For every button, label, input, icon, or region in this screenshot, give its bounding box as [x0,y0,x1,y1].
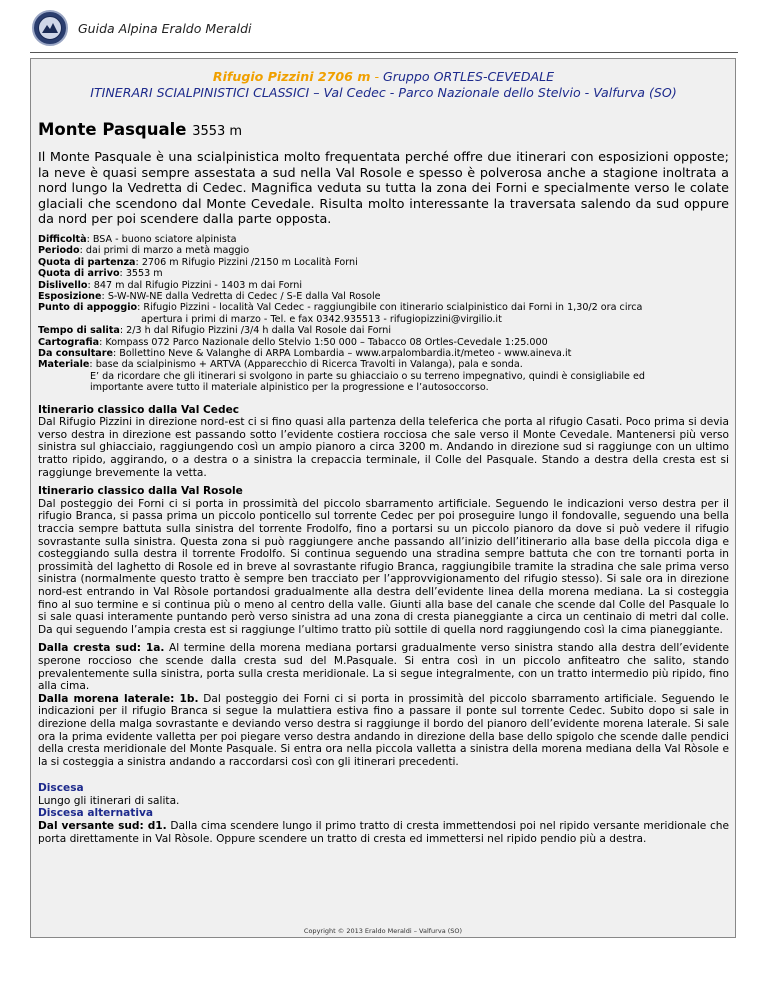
spec-materiale-cont2: importante avere tutto il materiale alpinistico per la progressione e l’autosoccorso. [90,382,489,394]
refuge-separator: - [370,69,384,84]
refuge-line [38,69,729,85]
spec-materiale: Materiale: base da scialpinismo + ARTVA (Apparecchio di Ricerca Travolti in Valanga), pala e sonda. [38,359,523,371]
variant-1b: Dalla morena laterale: 1b. Dal posteggio dei Forni ci si porta in prossimità del piccolo sbarramento artificiale. Seguendo le indicazioni per il rifugio Branca si segue la mulattiera estiva fino a passare il ponte sul torrente Cedec. Subito dopo si sale in direzione della malga sovrastante e deviando verso destra si raggiunge il bordo del pianoro dell’evidente morena laterale. Si sale ora la prima evidente valletta per poi piegare verso destra andando in direzione della base dello spigolo che scende dalle pendici della cresta meridionale del Monte Pasquale. Si entra ora nella piccola valletta a sinistra della morena mediana della Val Ròsole e la si costeggia a sinistra andando a raccordarsi così con gli itinerari precedenti. [38,692,729,768]
refuge-name: Rifugio Pizzini 2706 m [212,69,371,84]
spec-appoggio: Punto di appoggio: Rifugio Pizzini - località Val Cedec - raggiungibile con itinerario scialpinistico dai Forni in 1,30/2 ora circa [38,302,643,314]
copyright: Copyright © 2013 Eraldo Meraldi – Valfurva (SO) [303,927,463,935]
spec-materiale-cont: E’ da ricordare che gli itinerari si svolgono in parte su ghiacciaio o su terreno impegnativo, quindi è consigliabile ed [90,370,645,382]
discesa-heading: Discesa [38,782,84,795]
cedec-text: Dal Rifugio Pizzini in direzione nord-est ci si fino quasi alla partenza della teleferica che porta al rifugio Casati. Poco prima si devia verso destra in direzione est passando sotto l’evidente costiera rocciosa che sale verso il Monte Cevedale. Mantenersi più verso sinistra sul ghiacciaio, raggiungendo così un ampio pianoro a circa 3200 m. Andando in direzione sud si raggiunge con un ultimo tratto ripido, aggirando, o a destra o a sinistra la crepaccia terminale, il Colle del Pasquale. Stando a destra della cresta est si raggiunge brevemente la vetta. [38,416,729,479]
discesa-alt-heading: Discesa alternativa [38,807,154,820]
rosole-text: Dal posteggio dei Forni ci si porta in prossimità del piccolo sbarramento artificiale. Seguendo le indicazioni verso destra per il rifugio Branca, si passa prima un piccolo ponticello sul torrente Cedec per poi proseguire lungo il fondovalle, seguendo una bella traccia sempre battuta sulla sinistra del torrente Frodolfo, fino a portarsi su un piccolo pianoro da dove si può vedere il rifugio sovrastante sulla sinistra. Questa zona si può raggiungere anche passando all’inizio dell’itinerario alla base della piccola diga e costeggiando sulla destra il torrente Frodolfo. Si continua seguendo una stradina sempre battuta che con tre tornanti porta in prossimità del laghetto di Rosole ed in breve al sovrastante rifugio Branca, raggiungibile tramite la stradina che sale prima verso sinistra (normalmente questo tratto è sempre ben tracciato per l’approvvigionamento del rifugio stesso). Si sale ora in direzione nord-est entrando in Val Ròsole portandosi gradualmente alla destra dell’evidente linea della morena mediana. La si costeggia fino al suo termine e si continua più o meno al centro della valle. Giunti alla base del canale che scende dal Colle del Pasquale lo si sale quasi interamente puntando però verso sinistra ad una zona di cresta pianeggiante a circa un centinaio di metri dal colle. Da qui seguendo l’ampia cresta est si raggiunge l’ultimo tratto più sottile di quella nord raggiungendo così la cima pianeggiante. [38,497,729,636]
spec-dislivello: Dislivello: 847 m dal Rifugio Pizzini - 1403 m dai Forni [38,279,303,291]
header-divider [30,52,738,53]
spec-consultare: Da consultare: Bollettino Neve & Valanghe di ARPA Lombardia – www.arpalombardia.it/meteo - www.aineva.it [38,348,572,360]
rosole-heading: Itinerario classico dalla Val Rosole [38,485,243,498]
group-name: Gruppo ORTLES-CEVEDALE [383,69,555,84]
cedec-heading: Itinerario classico dalla Val Cedec [38,403,240,416]
intro-paragraph: Il Monte Pasquale è una scialpinistica molto frequentata perché offre due itinerari con esposizioni opposte; la neve è quasi sempre assestata a sud nella Val Rosole e spesso è polverosa anche a stagione inoltrata a nord lungo la Vedretta di Cedec. Magnifica veduta su tutta la zona dei Forni e specialmente verso le colate glaciali che scendono dal Monte Cevedale. Risulta molto interessante la traversata salendo da sud oppure da nord per poi scendere dalla parte opposta. [38,150,729,228]
variant-1a: Dalla cresta sud: 1a. Al termine della morena mediana portarsi gradualmente verso sinistra stando alla destra dell’evidente sperone roccioso che scende dalla cresta sud del M.Pasquale. Si entra così in un piccolo anfiteatro che salito, stando prevalentemente sulla sinistra, porta sulla cresta meridionale. La si segue integralmente, con un tratto intermedio più ripido, fino alla cima. [38,642,729,693]
spec-tempo: Tempo di salita: 2/3 h dal Rifugio Pizzini /3/4 h dalla Val Rosole dai Forni [38,325,392,337]
itinerary-subtitle: ITINERARI SCIALPINISTICI CLASSICI – Val Cedec - Parco Nazionale dello Stelvio - Valfurva (SO) [90,85,677,100]
header-title: Guida Alpina Eraldo Meraldi [78,20,252,36]
page-header [32,8,252,48]
mountain-name: Monte Pasquale [38,120,187,139]
spec-periodo: Periodo: dai primi di marzo a metà maggio [38,245,250,257]
spec-partenza: Quota di partenza: 2706 m Rifugio Pizzini /2150 m Località Forni [38,256,358,268]
page-title [38,120,729,142]
specs-block [38,234,729,394]
spec-esposizione: Esposizione: S-W-NW-NE dalla Vedretta di Cedec / S-E dalla Val Rosole [38,291,381,302]
discesa-text: Lungo gli itinerari di salita. [38,794,180,807]
content-box [30,58,736,938]
mountain-altitude: 3553 m [192,124,243,139]
spec-arrivo: Quota di arrivo: 3553 m [38,268,163,280]
spec-cartografia: Cartografia: Kompass 072 Parco Nazionale dello Stelvio 1:50 000 – Tabacco 08 Ortles-Cevedale 1:25.000 [38,336,548,348]
spec-appoggio-cont: apertura i primi di marzo - Tel. e fax 0342.935513 - rifugiopizzini@virgilio.it [141,313,502,325]
spec-difficolta: Difficoltà: BSA - buono sciatore alpinista [38,233,237,245]
discesa-d1: Dal versante sud: d1. Dalla cima scendere lungo il primo tratto di cresta immettendosi poi nel ripido versante meridionale che porta direttamente in Val Ròsole. Oppure scendere un tratto di cresta ed immettersi nel ripido pendio più a destra. [38,820,729,845]
alpine-badge-icon [32,10,68,46]
